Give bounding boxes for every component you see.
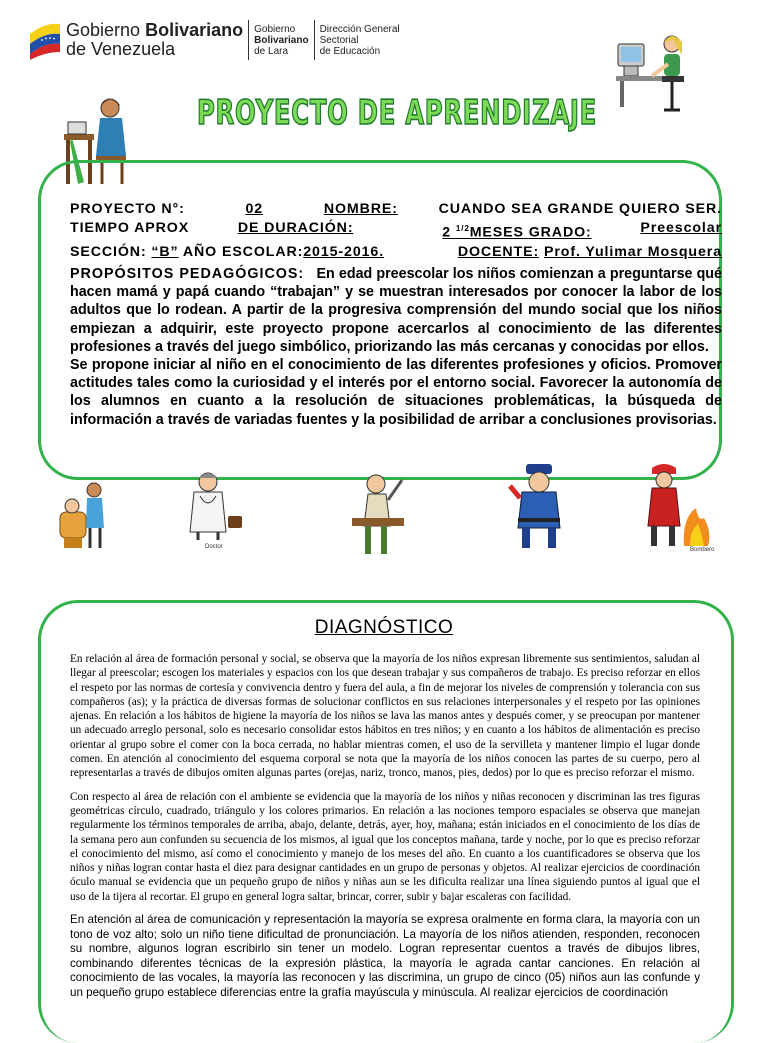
venezuela-flag-icon	[28, 20, 62, 60]
gov-line2: de Venezuela	[66, 39, 176, 59]
seccion-value: “B”	[151, 243, 179, 260]
diagnostico-p3: En atención al área de comunicación y representación la mayoría se expresa oralmente en forma clara, la mayoría con un tono de voz alto; solo un niño tiene dificultad de pronunciación. La mayoría de los niños atienden, responden, reconocen su nombre, algunos logran escribirlo sin tener un modelo. Logran representar cuentos a través de dibujos libres, combinando diferentes técnicas de la expresión plástica, la mayoría le agrada cantar canciones. En relación al conocimiento de las vocales, la mayoría las reconocen y las discrimina, un grupo de cinco (05) niños aun las confunde y un pequeño grupo establece diferencias entre la grafía mayúscula y minúscula. Al realizar ejercicios de coordinación	[70, 913, 700, 1000]
project-line-2	[70, 219, 722, 243]
sub2-line3: de Educación	[319, 45, 381, 57]
diagnostico-body	[70, 652, 700, 1010]
bombero-caption: Bombero	[690, 547, 715, 553]
gov-line1-b: Bolivariano	[145, 20, 244, 40]
police-officer-clipart-icon	[504, 462, 576, 554]
page-title: PROYECTO DE APRENDIZAJE	[197, 93, 597, 133]
propositos-section	[70, 265, 722, 429]
project-line-3	[70, 243, 722, 262]
project-line-1	[70, 200, 722, 219]
gov-line1-a: Gobierno	[66, 20, 141, 40]
propositos-p1	[70, 265, 722, 356]
sub1-line2: Bolivariano	[254, 34, 309, 46]
duracion-fraction: 1/2	[455, 224, 470, 233]
sub1-line1: Gobierno	[254, 23, 296, 35]
grado-value: Preescolar	[640, 220, 722, 236]
nombre-value: CUANDO SEA GRANDE QUIERO SER.	[438, 201, 722, 217]
propositos-text-1: En edad preescolar los niños comienzan a preguntarse qué hacen mamá y papá cuando “trabajan” y se muestran interesados por conocer la labor de los adultos que lo rodean. A partir de la progresiva comprensión del mundo social que los niños empiezan a adquirir, este proyecto propone acercarlos al conocimiento de las diferentes profesiones a través del juego simbólico, priorizando las más cercanas y conocidas por ellos.	[70, 266, 722, 355]
doctor-clipart-icon	[178, 470, 248, 542]
sub2-line1: Dirección General	[319, 23, 400, 35]
diagnostico-p2: Con respecto al área de relación con el ambiente se evidencia que la mayoría de los niños y niñas reconocen y discriminan las tres figuras geométricas círculo, cuadrado, triángulo y los colores primarios. En relación a las nociones temporo espaciales se observa que manejan regularmente los términos temporales de arriba, abajo, delante, detrás, ayer, hoy, mañana; están iniciados en el conocimiento de los días de la semana pero aun confunden su secuencia de los mismos, al igual que los conceptos mañana, tarde y noche, por lo que es preciso reforzar el conocimiento del mismo, así como el conocimiento y manejo de los meses del año. En cuanto a los cuantificadores se observa que los niños y niñas logran contar hasta el diez para designar cantidades en un grupo de personas y objetos. Al realizar ejercicios de coordinación óculo manual se evidencia que un pequeño grupo de niños y niñas aun se les dificulta realizar una línea siguiendo puntos al igual que el uso de la tijera al recortar. El grupo en general logra saltar, brincar, correr, subir y bajar escaleras con facilidad.	[70, 790, 700, 903]
project-header	[70, 200, 722, 262]
anio-label: AÑO ESCOLAR:	[182, 243, 304, 260]
diagnostico-p1: En relación al área de formación personal y social, se observa que la mayoría de los niños expresan libremente sus sentimientos, saludan al llegar al preescolar; escogen los materiales y espacios con los que desean trabajar y sus compañeros de trabajo. Es preciso reforzar en ellos el respeto por las normas de cortesía y convivencia dentro y fuera del aula, a fin de mejorar los niveles de comprensión y tolerancia con sus compañeros (as); y la práctica de diversas formas de solucionar conflictos en sus relaciones interpersonales y el respeto por las opiniones ajenas. En relación a los hábitos de higiene la mayoría de los niños se lava las manos antes y después comer, y se preocupan por mantener un adecuado arreglo personal, solo es necesario consolidar estos hábitos en tres niños; y en cuanto a los hábitos de alimentación es preciso orientar al grupo sobre el comer con la boca cerrada, no hablar mientras comen, el uso de la servilleta y mantener limpio el lugar donde comen. En atención al conocimiento del esquema corporal se nota que la mayoría de los niños conocen las partes de su cuerpo, pero al representarlas a través de dibujos omiten algunas partes (orejas, nariz, tronco, manos, pies, dedos) por lo que es preciso reforzar el mismo.	[70, 653, 700, 780]
diagnostico-title: DIAGNÓSTICO	[314, 617, 454, 638]
sub2-line2: Sectorial	[319, 34, 359, 46]
grado-label: GRADO:	[528, 224, 592, 241]
duracion-label: DE DURACIÓN:	[237, 220, 354, 236]
duracion-value: 2	[442, 224, 452, 241]
computer-worker-clipart-icon	[612, 30, 696, 118]
hairdresser-clipart-icon	[54, 478, 112, 552]
tiempo-label: TIEMPO APROX	[70, 220, 190, 236]
anio-value: 2015-2016.	[303, 243, 385, 260]
logo-divider	[248, 20, 249, 60]
propositos-p2: Se propone iniciar al niño en el conocimiento de las diferentes profesiones y oficios. Promover actitudes tales como la curiosidad y el interés por el entorno social. Favorecer la autonomía de los alumnos en cuanto a la resolución de situaciones problemáticas, la búsqueda de información a través de variadas fuentes y la posibilidad de arribar a conclusiones provisorias.	[70, 357, 722, 428]
proyecto-label: PROYECTO N°:	[70, 201, 185, 217]
logo-divider-2	[314, 20, 315, 60]
firefighter-clipart-icon	[642, 462, 718, 554]
doctor-caption: Doctor	[205, 544, 223, 550]
proyecto-number: 02	[245, 201, 264, 217]
docente-value: Prof. Yulimar Mosquera	[543, 243, 722, 260]
docente-label: DOCENTE:	[457, 243, 540, 260]
propositos-label: PROPÓSITOS PEDAGÓGICOS:	[70, 266, 305, 282]
title-art	[192, 84, 602, 136]
government-logo	[28, 20, 400, 60]
sub1-line3: de Lara	[254, 45, 289, 57]
carpenter-clipart-icon	[346, 470, 410, 556]
nombre-label: NOMBRE:	[323, 201, 398, 217]
seccion-label: SECCIÓN:	[70, 243, 147, 260]
meses-label: MESES	[469, 224, 524, 241]
